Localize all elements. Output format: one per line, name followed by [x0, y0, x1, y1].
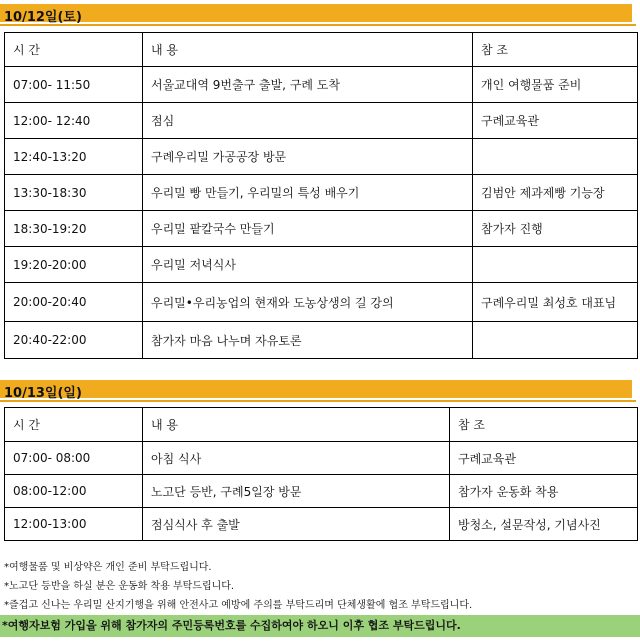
table-row — [5, 139, 638, 175]
table-row — [5, 247, 638, 283]
column-header-time: 시 간 — [5, 408, 143, 442]
cell-time: 07:00- 08:00 — [5, 442, 143, 475]
column-header-content: 내 용 — [143, 408, 450, 442]
cell-time: 08:00-12:00 — [5, 475, 143, 508]
day1-title: 10/12일(토) — [0, 4, 632, 22]
cell-content: 우리밀•우리농업의 현재와 도농상생의 길 강의 — [143, 283, 473, 322]
table-row — [5, 475, 638, 508]
cell-time: 07:00- 11:50 — [5, 67, 143, 103]
column-header-note: 참 조 — [450, 408, 638, 442]
table-header-row — [5, 408, 638, 442]
column-header-content: 내 용 — [143, 33, 473, 67]
cell-content: 서울교대역 9번출구 출발, 구례 도착 — [143, 67, 473, 103]
cell-note: 김범안 제과제빵 기능장 — [473, 175, 638, 211]
day2-title: 10/13일(일) — [0, 380, 632, 398]
cell-time: 19:20-20:00 — [5, 247, 143, 283]
cell-time: 13:30-18:30 — [5, 175, 143, 211]
cell-content: 우리밀 팥칼국수 만들기 — [143, 211, 473, 247]
cell-note: 구례우리밀 최성호 대표님 — [473, 283, 638, 322]
table-row — [5, 175, 638, 211]
table-row — [5, 211, 638, 247]
day2-schedule-table — [4, 407, 638, 541]
cell-time: 20:40-22:00 — [5, 322, 143, 359]
notes-section — [4, 558, 636, 637]
cell-time: 12:00-13:00 — [5, 508, 143, 541]
table-row — [5, 442, 638, 475]
cell-content: 우리밀 빵 만들기, 우리밀의 특성 배우기 — [143, 175, 473, 211]
cell-content: 참가자 마음 나누며 자유토론 — [143, 322, 473, 359]
day2-header — [0, 380, 636, 402]
note-item-highlighted: *여행자보험 가입을 위해 참가자의 주민등록번호를 수집하여야 하오니 이후 협조 부탁드립니다. — [0, 615, 640, 637]
cell-content: 구례우리밀 가공공장 방문 — [143, 139, 473, 175]
note-item: *여행물품 및 비상약은 개인 준비 부탁드립니다. — [4, 562, 212, 573]
table-header-row — [5, 33, 638, 67]
note-item: *노고단 등반을 하실 분은 운동화 착용 부탁드립니다. — [4, 581, 235, 592]
cell-time: 12:00- 12:40 — [5, 103, 143, 139]
day1-schedule-table — [4, 32, 638, 359]
day1-header — [0, 4, 636, 26]
cell-note: 참가자 운동화 착용 — [450, 475, 638, 508]
cell-time: 20:00-20:40 — [5, 283, 143, 322]
table-row — [5, 508, 638, 541]
cell-content: 아침 식사 — [143, 442, 450, 475]
note-item: *즐겁고 신나는 우리밀 산지기행을 위해 안전사고 예방에 주의를 부탁드리며 단체생활에 협조 부탁드립니다. — [4, 600, 473, 611]
cell-content: 노고단 등반, 구례5일장 방문 — [143, 475, 450, 508]
column-header-note: 참 조 — [473, 33, 638, 67]
cell-content: 점심 — [143, 103, 473, 139]
column-header-time: 시 간 — [5, 33, 143, 67]
table-row — [5, 322, 638, 359]
cell-note — [473, 322, 638, 359]
cell-time: 12:40-13:20 — [5, 139, 143, 175]
cell-note: 참가자 진행 — [473, 211, 638, 247]
table-row — [5, 67, 638, 103]
cell-note: 구례교육관 — [450, 442, 638, 475]
cell-content: 우리밀 저녁식사 — [143, 247, 473, 283]
table-row — [5, 103, 638, 139]
cell-note — [473, 139, 638, 175]
cell-note — [473, 247, 638, 283]
cell-note: 방청소, 설문작성, 기념사진 — [450, 508, 638, 541]
cell-note: 개인 여행물품 준비 — [473, 67, 638, 103]
table-row — [5, 283, 638, 322]
cell-content: 점심식사 후 출발 — [143, 508, 450, 541]
cell-note: 구례교육관 — [473, 103, 638, 139]
cell-time: 18:30-19:20 — [5, 211, 143, 247]
